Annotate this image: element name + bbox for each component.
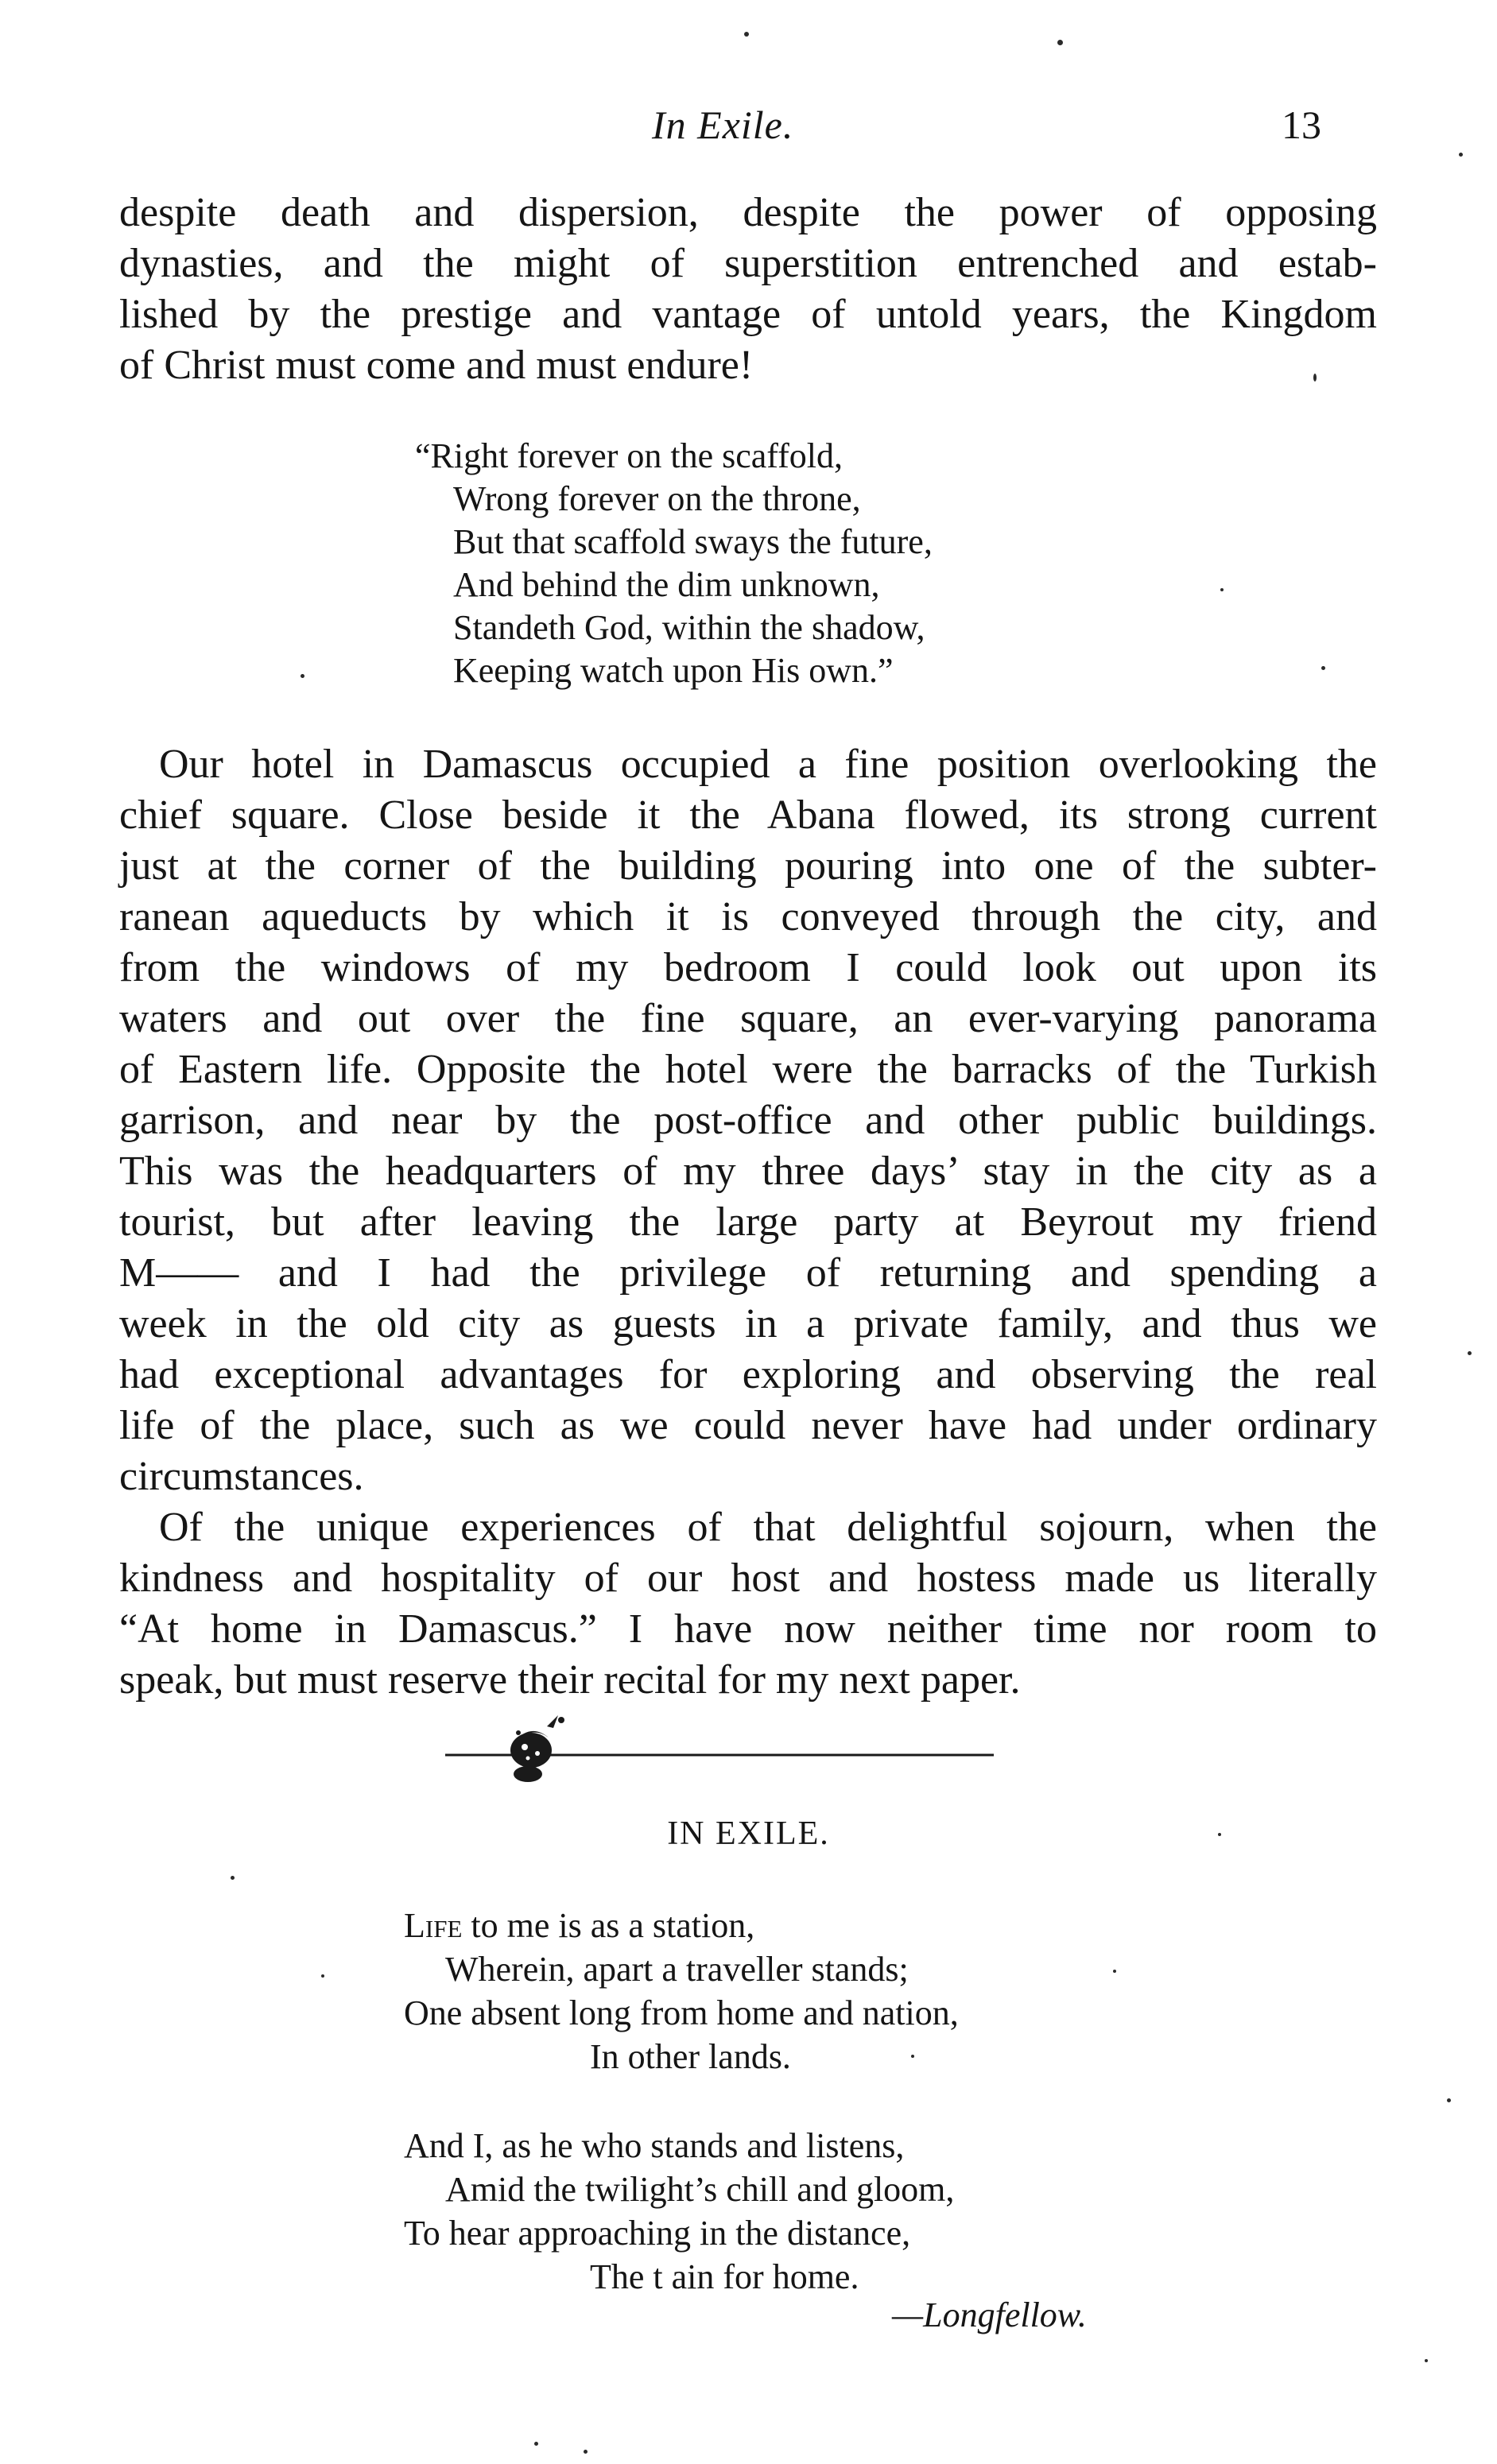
quote-line: Keeping watch upon His own.” bbox=[453, 651, 894, 690]
scan-speck bbox=[1113, 1970, 1116, 1973]
poem-line: Amid the twilight’s chill and gloom, bbox=[445, 2170, 955, 2209]
quote-line: But that scaffold sways the future, bbox=[453, 522, 933, 561]
prose-line: lished by the prestige and vantage of untold years, the Kingdom bbox=[119, 292, 1377, 337]
scan-speck bbox=[1459, 153, 1463, 157]
scan-speck bbox=[584, 2450, 588, 2454]
poem-line bbox=[404, 1905, 754, 1947]
running-title: In Exile. bbox=[652, 103, 794, 147]
prose-line: kindness and hospitality of our host and hostess made us literally bbox=[119, 1555, 1377, 1601]
scan-speck bbox=[1218, 1833, 1221, 1836]
prose-line: had exceptional advantages for exploring and observing the real bbox=[119, 1352, 1377, 1397]
scan-speck bbox=[1321, 666, 1325, 670]
prose-line: circumstances. bbox=[119, 1454, 364, 1499]
poem-line: To hear approaching in the distance, bbox=[404, 2214, 911, 2253]
prose-line: waters and out over the fine square, an ever-varying panorama bbox=[119, 996, 1377, 1041]
scan-speck bbox=[1057, 40, 1063, 45]
poem-line: In other lands. bbox=[590, 2037, 791, 2076]
prose-line: speak, but must reserve their recital for my next paper. bbox=[119, 1657, 1021, 1703]
scan-speck bbox=[1220, 588, 1224, 591]
prose-line: Our hotel in Damascus occupied a fine position overlooking the bbox=[159, 742, 1377, 787]
prose-line: from the windows of my bedroom I could look out upon its bbox=[119, 945, 1377, 990]
poem-line: One absent long from home and nation, bbox=[404, 1993, 959, 2032]
prose-line: despite death and dispersion, despite the power of opposing bbox=[119, 190, 1377, 235]
poem-title: IN EXILE. bbox=[667, 1815, 830, 1852]
scan-speck bbox=[301, 674, 304, 678]
scan-speck bbox=[1313, 374, 1317, 382]
quote-line: Standeth God, within the shadow, bbox=[453, 608, 925, 647]
scan-speck bbox=[911, 2055, 914, 2058]
scan-speck bbox=[744, 32, 749, 37]
prose-line: dynasties, and the might of superstition entrenched and estab- bbox=[119, 241, 1377, 286]
page-number: 13 bbox=[1282, 103, 1321, 147]
prose-line: of Eastern life. Opposite the hotel were the barracks of the Turkish bbox=[119, 1047, 1377, 1092]
prose-line: chief square. Close beside it the Abana flowed, its strong current bbox=[119, 792, 1377, 838]
poem-first-word: Life bbox=[404, 1906, 463, 1945]
quote-line: And behind the dim unknown, bbox=[453, 565, 880, 604]
prose-line: garrison, and near by the post-office and other public buildings. bbox=[119, 1098, 1377, 1143]
prose-line: “At home in Damascus.” I have now neither time nor room to bbox=[119, 1606, 1377, 1652]
prose-line: Of the unique experiences of that delightful sojourn, when the bbox=[159, 1505, 1377, 1550]
prose-line: week in the old city as guests in a private family, and thus we bbox=[119, 1301, 1377, 1346]
quote-line: Wrong forever on the throne, bbox=[453, 479, 861, 518]
ornament-divider-icon bbox=[445, 1709, 1002, 1796]
prose-line: tourist, but after leaving the large party at Beyrout my friend bbox=[119, 1199, 1377, 1245]
scan-speck bbox=[534, 2442, 538, 2446]
scan-speck bbox=[321, 1974, 324, 1978]
quote-line: “Right forever on the scaffold, bbox=[415, 436, 844, 475]
poem-line: And I, as he who stands and listens, bbox=[404, 2126, 905, 2165]
poem-line: Wherein, apart a traveller stands; bbox=[445, 1950, 909, 1989]
page-header bbox=[0, 102, 1497, 157]
prose-line: M—— and I had the privilege of returning and spending a bbox=[119, 1250, 1377, 1296]
prose-line: just at the corner of the building pouring into one of the subter- bbox=[119, 843, 1377, 889]
scan-speck bbox=[231, 1876, 235, 1880]
prose-line: of Christ must come and must endure! bbox=[119, 343, 754, 388]
scan-speck bbox=[1468, 1351, 1472, 1355]
prose-line: life of the place, such as we could never have had under ordinary bbox=[119, 1403, 1377, 1448]
prose-line: This was the headquarters of my three days’ stay in the city as a bbox=[119, 1149, 1377, 1194]
poem-attribution: —Longfellow. bbox=[892, 2295, 1087, 2334]
poem-line: The t ain for home. bbox=[590, 2257, 859, 2296]
scan-speck bbox=[1447, 2098, 1451, 2102]
prose-line: ranean aqueducts by which it is conveyed through the city, and bbox=[119, 894, 1377, 939]
scan-speck bbox=[1425, 2359, 1428, 2362]
poem-line-text: to me is as a station, bbox=[462, 1906, 755, 1945]
